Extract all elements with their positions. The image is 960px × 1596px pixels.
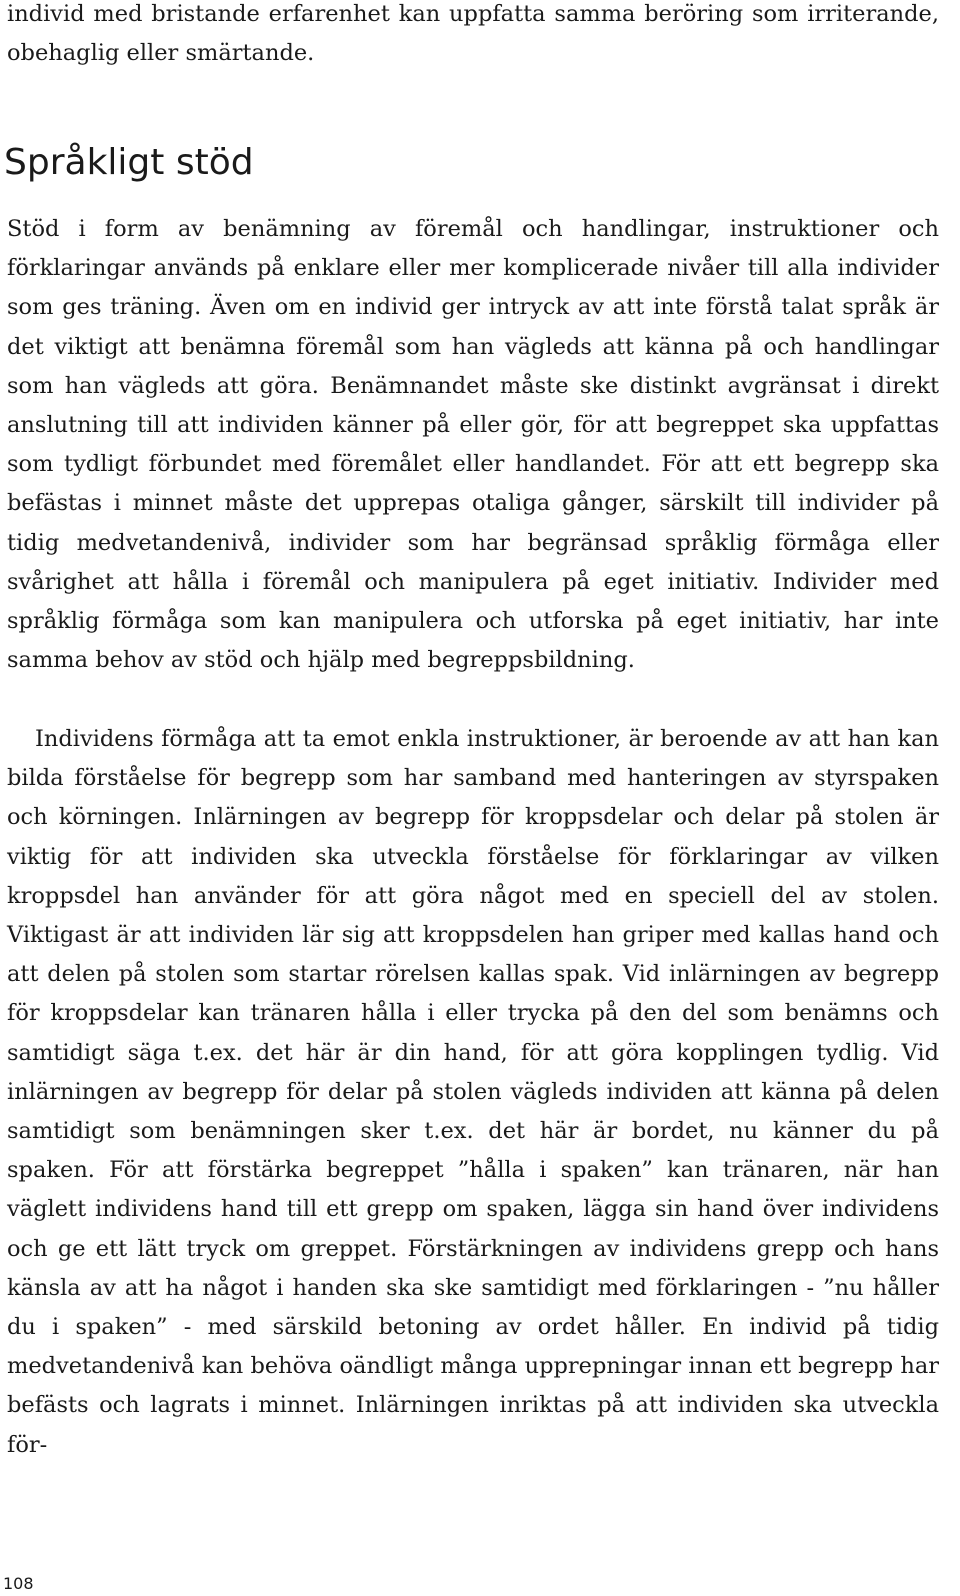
section-heading: Språkligt stöd bbox=[4, 142, 254, 183]
page-number: 108 bbox=[3, 1574, 34, 1593]
paragraph-continuation: individ med bristande erfarenhet kan uppfatta samma beröring som irriterande, obehaglig eller smärtande. bbox=[7, 1, 939, 67]
paragraph-instructions: Individens förmåga att ta emot enkla instruktioner, är beroende av att han kan bilda förståelse för begrepp som har samband med hanteringen av styrspaken och körningen. Inlärningen av begrepp för kroppsdelar och delar på stolen är viktig för att individen ska utveckla förståelse för förklaringar av vilken kroppsdel han använder för att göra något med en speciell del av stolen. Viktigast är att individen lär sig att kroppsdelen han griper med kallas hand och att delen på stolen som startar rörelsen kallas spak. Vid inlärningen av begrepp för kroppsdelar kan tränaren hålla i eller trycka på den del som benämns och samtidigt säga t.ex. det här är din hand, för att göra kopplingen tydlig. Vid inlärningen av begrepp för delar på stolen vägleds individen att känna på delen samtidigt som benämningen sker t.ex. det här är bordet, nu känner du på spaken. För att förstärka begreppet ”hålla i spaken” kan tränaren, när han väglett individens hand till ett grepp om spaken, lägga sin hand över individens och ge ett lätt tryck om greppet. Förstärkningen av individens grepp och hans känsla av att ha något i handen ska ske samtidigt med förklaringen - ”nu håller du i spaken” - med särskild betoning av ordet håller. En individ på tidig medvetandenivå kan behöva oändligt många upprepningar innan ett begrepp har befästs och lagrats i minnet. Inlärningen inriktas på att individen ska utveckla för- bbox=[7, 726, 939, 1458]
paragraph-language-support: Stöd i form av benämning av föremål och handlingar, instruktioner och förklaringar används på enklare eller mer komplicerade nivåer till alla individer som ges träning. Även om en individ ger intryck av att inte förstå talat språk är det viktigt att benämna föremål som han vägleds att känna på och handlingar som han vägleds att göra. Benämnandet måste ske distinkt avgränsat i direkt anslutning till att individen känner på eller gör, för att begreppet ska uppfattas som tydligt förbundet med föremålet eller handlandet. För att ett begrepp ska befästas i minnet måste det upprepas otaliga gånger, särskilt till individer på tidig medvetandenivå, individer som har begränsad språklig förmåga eller svårighet att hålla i föremål och manipulera på eget initiativ. Individer med språklig förmåga som kan manipulera och utforska på eget initiativ, har inte samma behov av stöd och hjälp med begreppsbildning. bbox=[7, 216, 939, 674]
